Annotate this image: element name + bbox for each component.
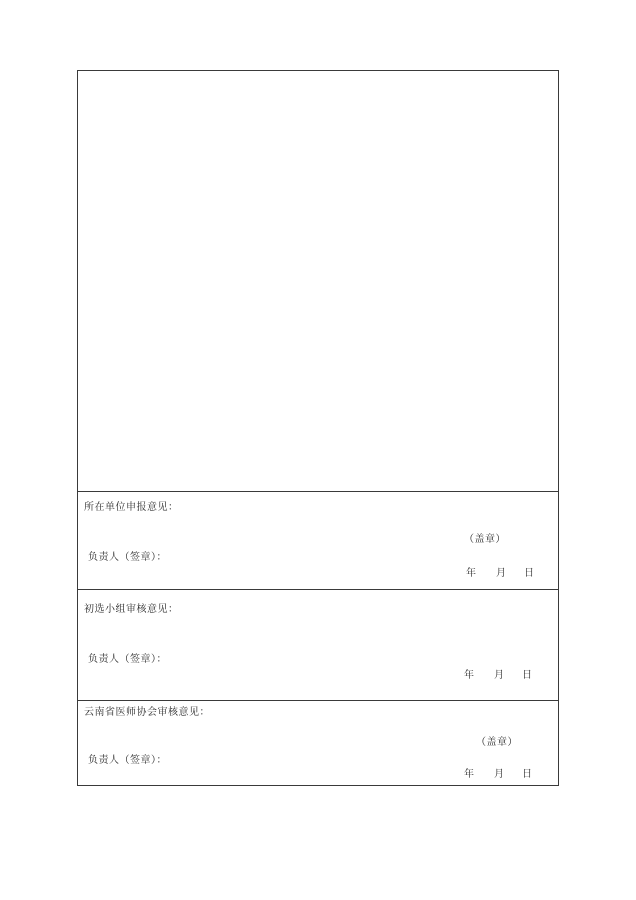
seal-label: （盖章） xyxy=(464,534,506,545)
signer-label: 负责人（签章）： xyxy=(88,755,167,766)
approval-form-table xyxy=(77,70,559,786)
date-year: 年 xyxy=(464,769,474,780)
date-month: 月 xyxy=(494,670,504,681)
panel-review-section xyxy=(78,590,558,701)
unit-opinion-section xyxy=(78,492,558,590)
date-line xyxy=(464,670,532,682)
blank-content-area xyxy=(78,71,558,492)
date-month: 月 xyxy=(494,769,504,780)
date-year: 年 xyxy=(466,568,476,579)
date-month: 月 xyxy=(496,568,506,579)
section-heading: 所在单位申报意见： xyxy=(84,502,179,513)
date-day: 日 xyxy=(524,568,534,579)
date-day: 日 xyxy=(522,670,532,681)
section-heading: 初选小组审核意见： xyxy=(84,604,179,615)
date-year: 年 xyxy=(464,670,474,681)
date-day: 日 xyxy=(522,769,532,780)
date-line xyxy=(466,568,534,580)
section-heading: 云南省医师协会审核意见： xyxy=(84,707,210,718)
association-review-section xyxy=(78,701,558,786)
seal-label: （盖章） xyxy=(476,737,518,748)
signer-label: 负责人（签章）： xyxy=(88,552,167,563)
signer-label: 负责人（签章）： xyxy=(88,654,167,665)
date-line xyxy=(464,769,532,781)
